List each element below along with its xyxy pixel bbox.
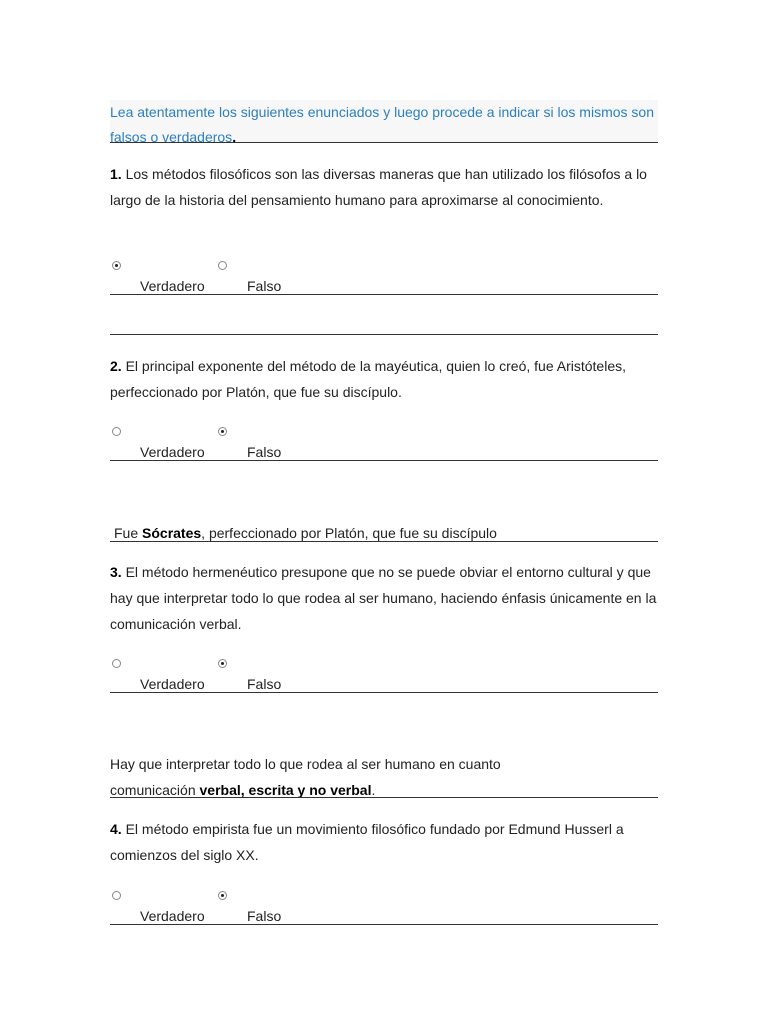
instructions [110,100,658,143]
answer-line-q2 [110,460,658,461]
answer-line-q4 [110,924,658,925]
radio-true-q2[interactable] [112,427,121,436]
question-3 [110,559,658,637]
question-number: 2. [110,358,122,374]
label-true-q3: Verdadero [140,676,205,692]
radio-true-q4[interactable] [112,891,121,900]
question-number: 4. [110,821,122,837]
label-false-q4: Falso [247,908,282,924]
radio-true-q3[interactable] [112,659,121,668]
blank-line-q1 [110,334,658,335]
correction-emphasis: verbal, escrita y no verbal [199,782,372,798]
correction-text: Fue [114,525,143,541]
label-true-q1: Verdadero [140,278,205,294]
label-false-q3: Falso [247,676,282,692]
radio-false-q2[interactable] [218,427,227,436]
label-false-q1: Falso [247,278,282,294]
correction-text: Hay que interpretar todo lo que rodea al ser humano en cuanto comunicación [110,756,501,798]
question-4 [110,816,658,868]
answer-line-q1 [110,294,658,295]
radio-false-q3[interactable] [218,659,227,668]
correction-q2 [114,520,658,546]
question-text: El método empirista fue un movimiento filosófico fundado por Edmund Husserl a comienzos del siglo XX. [110,821,624,863]
question-number: 3. [110,564,122,580]
correction-emphasis: Sócrates [142,525,202,541]
correction-q3 [110,751,580,803]
correction-line-q2 [110,541,658,542]
radio-false-q4[interactable] [218,891,227,900]
correction-line-q3 [110,797,658,798]
correction-text: . [371,782,376,798]
question-text: El principal exponente del método de la mayéutica, quien lo creó, fue Aristóteles, perfeccionado por Platón, que fue su discípulo. [110,358,626,400]
radio-false-q1[interactable] [218,261,227,270]
label-false-q2: Falso [247,444,282,460]
question-text: El método hermenéutico presupone que no se puede obviar el entorno cultural y que hay que interpretar todo lo que rodea al ser humano, haciendo énfasis únicamente en la comunicación verbal. [110,564,657,632]
question-text: Los métodos filosóficos son las diversas maneras que han utilizado los filósofos a lo largo de la historia del pensamiento humano para aproximarse al conocimiento. [110,166,647,208]
label-true-q2: Verdadero [140,444,205,460]
question-2 [110,353,658,405]
question-1 [110,161,658,213]
instructions-period: . [232,129,237,145]
correction-text: , perfeccionado por Platón, que fue su discípulo [201,525,497,541]
answer-line-q3 [110,692,658,693]
instructions-text: Lea atentamente los siguientes enunciados y luego procede a indicar si los mismos son falsos o verdaderos [110,104,654,145]
radio-true-q1[interactable] [112,261,121,270]
question-number: 1. [110,166,122,182]
label-true-q4: Verdadero [140,908,205,924]
